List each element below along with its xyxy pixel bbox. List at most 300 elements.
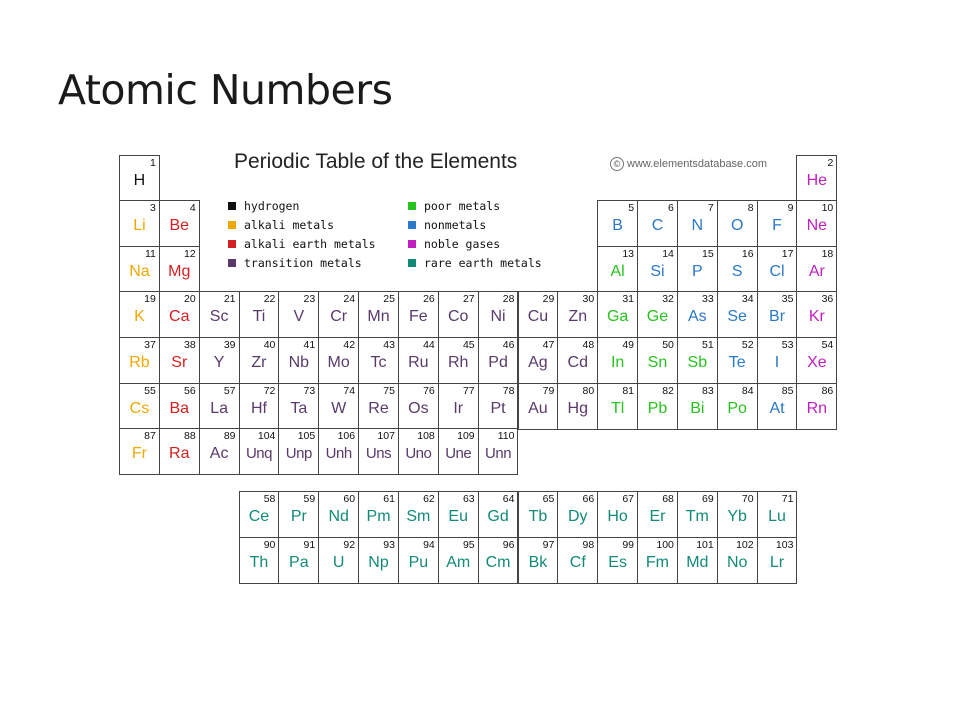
legend-swatch — [228, 240, 236, 248]
legend-item-alkali — [228, 218, 334, 232]
atomic-number: 58 — [263, 493, 276, 505]
element-cell-at — [757, 383, 798, 430]
legend-item-poor — [408, 199, 500, 213]
element-symbol: Zr — [251, 354, 267, 371]
element-symbol: Pd — [488, 354, 508, 371]
element-cell-ti — [239, 291, 280, 338]
element-symbol: Be — [169, 217, 190, 234]
element-symbol: Ni — [490, 308, 506, 325]
element-cell-hg — [557, 383, 598, 430]
element-symbol: Na — [129, 263, 150, 280]
element-cell-cf — [557, 537, 598, 584]
element-symbol: Mg — [168, 263, 191, 280]
element-cell-dy — [557, 491, 598, 538]
element-cell-bk — [518, 537, 559, 584]
atomic-number: 8 — [747, 202, 754, 214]
legend-swatch — [408, 259, 416, 267]
atomic-number: 90 — [263, 539, 276, 551]
atomic-number: 81 — [622, 385, 635, 397]
element-cell-sb — [677, 337, 718, 384]
atomic-number: 79 — [542, 385, 555, 397]
element-symbol: Ga — [606, 308, 629, 325]
element-symbol: H — [133, 172, 146, 189]
legend-item-transition — [228, 256, 362, 270]
element-symbol: Pt — [490, 400, 506, 417]
atomic-number: 27 — [462, 293, 475, 305]
atomic-number: 4 — [189, 202, 196, 214]
legend-swatch — [408, 202, 416, 210]
element-cell-kr — [796, 291, 837, 338]
element-cell-sm — [398, 491, 439, 538]
element-cell-fe — [398, 291, 439, 338]
atomic-number: 5 — [628, 202, 635, 214]
element-symbol: Lr — [769, 554, 785, 571]
element-symbol: U — [332, 554, 345, 571]
legend-label: alkali earth metals — [244, 237, 376, 251]
atomic-number: 20 — [184, 293, 196, 305]
element-symbol: Au — [528, 400, 548, 417]
atomic-number: 100 — [656, 539, 674, 551]
element-symbol: Ar — [808, 263, 825, 280]
element-cell-lu — [757, 491, 798, 538]
atomic-number: 15 — [702, 248, 714, 260]
element-symbol: O — [730, 217, 744, 234]
atomic-number: 67 — [622, 493, 635, 505]
element-symbol: Pu — [408, 554, 429, 571]
atomic-number: 107 — [377, 430, 395, 442]
element-symbol: Zn — [568, 308, 588, 325]
legend-item-alkaline_earth — [228, 237, 376, 251]
element-cell-gd — [478, 491, 519, 538]
element-symbol: La — [210, 400, 228, 417]
atomic-number: 75 — [383, 385, 395, 397]
watermark-text: www.elementsdatabase.com — [627, 158, 768, 170]
atomic-number: 61 — [383, 493, 395, 505]
element-cell-be — [159, 200, 200, 247]
atomic-number: 102 — [736, 539, 754, 551]
element-symbol: Ca — [169, 308, 190, 325]
element-symbol: Th — [249, 554, 269, 571]
atomic-number: 28 — [502, 293, 515, 305]
element-cell-no — [717, 537, 758, 584]
atomic-number: 78 — [502, 385, 515, 397]
atomic-number: 47 — [542, 339, 555, 351]
element-symbol: Am — [446, 554, 471, 571]
element-cell-uns — [358, 428, 399, 475]
element-cell-unh — [318, 428, 359, 475]
element-cell-la — [199, 383, 240, 430]
atomic-number: 42 — [343, 339, 356, 351]
atomic-number: 52 — [741, 339, 754, 351]
element-symbol: Sb — [687, 354, 708, 371]
element-symbol: Mn — [367, 308, 390, 325]
element-symbol: Sc — [209, 308, 229, 325]
element-symbol: Ce — [248, 508, 270, 525]
element-cell-p — [677, 246, 718, 293]
atomic-number: 85 — [781, 385, 794, 397]
atomic-number: 38 — [184, 339, 196, 351]
element-cell-er — [637, 491, 678, 538]
element-symbol: Cf — [569, 554, 586, 571]
atomic-number: 69 — [702, 493, 714, 505]
element-cell-sc — [199, 291, 240, 338]
legend-swatch — [228, 221, 236, 229]
element-symbol: Rn — [806, 400, 828, 417]
element-cell-pb — [637, 383, 678, 430]
element-symbol: As — [687, 308, 707, 325]
element-cell-c — [637, 200, 678, 247]
element-cell-md — [677, 537, 718, 584]
element-symbol: Pr — [290, 508, 307, 525]
element-symbol: Kr — [808, 308, 825, 325]
element-cell-ge — [637, 291, 678, 338]
element-cell-hf — [239, 383, 280, 430]
element-symbol: Cs — [129, 400, 150, 417]
element-cell-ar — [796, 246, 837, 293]
element-symbol: Cd — [567, 354, 588, 371]
element-symbol: Sm — [406, 508, 431, 525]
element-symbol: Fm — [645, 554, 670, 571]
element-cell-ag — [518, 337, 559, 384]
element-symbol: Pa — [289, 554, 309, 571]
atomic-number: 12 — [184, 248, 196, 260]
element-symbol: Li — [133, 217, 146, 234]
element-cell-in — [597, 337, 638, 384]
element-cell-ra — [159, 428, 200, 475]
element-cell-nb — [278, 337, 319, 384]
element-cell-pd — [478, 337, 519, 384]
element-cell-tm — [677, 491, 718, 538]
atomic-number: 2 — [827, 157, 834, 169]
element-symbol: N — [691, 217, 704, 234]
atomic-number: 21 — [223, 293, 236, 305]
legend-swatch — [408, 221, 416, 229]
element-cell-u — [318, 537, 359, 584]
legend-label: hydrogen — [244, 199, 300, 213]
element-symbol: Rb — [129, 354, 150, 371]
element-cell-te — [717, 337, 758, 384]
atomic-number: 56 — [184, 385, 196, 397]
element-cell-b — [597, 200, 638, 247]
element-symbol: Ra — [169, 445, 190, 462]
element-symbol: Bi — [690, 400, 705, 417]
element-symbol: Yb — [727, 508, 747, 525]
element-symbol: W — [331, 400, 347, 417]
legend-label: alkali metals — [244, 218, 335, 232]
atomic-number: 36 — [821, 293, 834, 305]
atomic-number: 50 — [662, 339, 674, 351]
element-cell-xe — [796, 337, 837, 384]
element-cell-li — [119, 200, 160, 247]
element-cell-o — [717, 200, 758, 247]
element-cell-ga — [597, 291, 638, 338]
atomic-number: 16 — [741, 248, 754, 260]
element-cell-une — [438, 428, 479, 475]
element-symbol: K — [134, 308, 145, 325]
legend-item-rare_earth — [408, 256, 542, 270]
element-symbol: Ta — [290, 400, 308, 417]
watermark — [610, 157, 767, 171]
atomic-number: 82 — [662, 385, 674, 397]
atomic-number: 63 — [462, 493, 475, 505]
element-cell-si — [637, 246, 678, 293]
element-cell-cd — [557, 337, 598, 384]
element-cell-mn — [358, 291, 399, 338]
atomic-number: 93 — [383, 539, 395, 551]
atomic-number: 26 — [423, 293, 435, 305]
element-symbol: Eu — [448, 508, 468, 525]
element-symbol: Er — [649, 508, 666, 525]
atomic-number: 25 — [383, 293, 395, 305]
element-symbol: Sn — [647, 354, 668, 371]
element-symbol: Re — [368, 400, 389, 417]
atomic-number: 108 — [417, 430, 435, 442]
atomic-number: 73 — [303, 385, 316, 397]
atomic-number: 13 — [622, 248, 635, 260]
atomic-number: 96 — [502, 539, 515, 551]
element-symbol: B — [612, 217, 623, 234]
atomic-number: 30 — [582, 293, 595, 305]
element-cell-cu — [518, 291, 559, 338]
element-symbol: Gd — [487, 508, 509, 525]
legend-swatch — [408, 240, 416, 248]
element-cell-al — [597, 246, 638, 293]
element-cell-ta — [278, 383, 319, 430]
element-cell-tl — [597, 383, 638, 430]
element-symbol: Po — [727, 400, 747, 417]
element-symbol: Xe — [807, 354, 827, 371]
element-symbol: Nb — [288, 354, 310, 371]
element-cell-sr — [159, 337, 200, 384]
element-cell-ca — [159, 291, 200, 338]
atomic-number: 95 — [462, 539, 475, 551]
element-symbol: Unn — [485, 445, 512, 462]
element-symbol: Cl — [769, 263, 785, 280]
element-symbol: Ti — [252, 308, 266, 325]
atomic-number: 31 — [622, 293, 635, 305]
atomic-number: 66 — [582, 493, 595, 505]
element-cell-zr — [239, 337, 280, 384]
atomic-number: 22 — [263, 293, 276, 305]
atomic-number: 48 — [582, 339, 595, 351]
atomic-number: 104 — [257, 430, 276, 442]
atomic-number: 44 — [423, 339, 435, 351]
element-symbol: Ho — [607, 508, 628, 525]
legend-label: poor metals — [424, 199, 501, 213]
element-cell-zn — [557, 291, 598, 338]
element-symbol: S — [731, 263, 743, 280]
element-cell-ru — [398, 337, 439, 384]
atomic-number: 87 — [144, 430, 156, 442]
element-symbol: Al — [610, 263, 625, 280]
atomic-number: 45 — [462, 339, 475, 351]
legend — [228, 199, 568, 279]
element-symbol: Si — [650, 263, 665, 280]
element-symbol: Unp — [285, 445, 312, 462]
element-cell-tb — [518, 491, 559, 538]
atomic-number: 64 — [502, 493, 515, 505]
element-symbol: Os — [408, 400, 429, 417]
element-symbol: Ir — [453, 400, 464, 417]
element-symbol: I — [774, 354, 780, 371]
legend-item-hydrogen — [228, 199, 299, 213]
atomic-number: 83 — [702, 385, 714, 397]
element-symbol: F — [772, 217, 782, 234]
element-cell-pm — [358, 491, 399, 538]
element-symbol: Hg — [567, 400, 588, 417]
element-cell-am — [438, 537, 479, 584]
atomic-number: 91 — [303, 539, 316, 551]
legend-item-nonmetal — [408, 218, 486, 232]
atomic-number: 65 — [542, 493, 555, 505]
element-symbol: Sr — [171, 354, 188, 371]
element-symbol: Une — [445, 445, 472, 462]
element-symbol: Np — [368, 554, 389, 571]
element-symbol: Fr — [131, 445, 147, 462]
element-symbol: C — [651, 217, 664, 234]
element-symbol: Tc — [370, 354, 387, 371]
atomic-number: 32 — [662, 293, 674, 305]
element-symbol: Dy — [567, 508, 588, 525]
element-cell-cm — [478, 537, 519, 584]
element-symbol: Tb — [528, 508, 548, 525]
element-symbol: Unq — [245, 445, 272, 462]
element-symbol: Pm — [366, 508, 391, 525]
element-symbol: Cm — [485, 554, 511, 571]
element-symbol: Nd — [328, 508, 349, 525]
element-symbol: Ru — [408, 354, 429, 371]
element-cell-ho — [597, 491, 638, 538]
legend-label: nonmetals — [424, 218, 487, 232]
element-symbol: Cr — [330, 308, 348, 325]
legend-label: rare earth metals — [424, 256, 542, 270]
element-cell-br — [757, 291, 798, 338]
atomic-number: 92 — [343, 539, 356, 551]
atomic-number: 29 — [542, 293, 555, 305]
element-symbol: In — [610, 354, 625, 371]
element-cell-lr — [757, 537, 798, 584]
atomic-number: 59 — [303, 493, 316, 505]
element-symbol: No — [726, 554, 748, 571]
element-symbol: Ge — [646, 308, 669, 325]
element-cell-tc — [358, 337, 399, 384]
table-title: Periodic Table of the Elements — [234, 150, 518, 173]
atomic-number: 35 — [781, 293, 794, 305]
atomic-number: 7 — [707, 202, 714, 214]
element-symbol: Hf — [250, 400, 267, 417]
legend-swatch — [228, 259, 236, 267]
element-cell-ac — [199, 428, 240, 475]
atomic-number: 33 — [702, 293, 714, 305]
atomic-number: 11 — [144, 248, 156, 260]
element-symbol: Ag — [528, 354, 548, 371]
element-cell-unq — [239, 428, 280, 475]
atomic-number: 60 — [343, 493, 356, 505]
atomic-number: 46 — [502, 339, 515, 351]
slide-title: Atomic Numbers — [58, 66, 393, 114]
element-cell-he — [796, 155, 837, 202]
atomic-number: 71 — [781, 493, 794, 505]
element-cell-cr — [318, 291, 359, 338]
element-symbol: Unh — [325, 445, 352, 462]
element-symbol: Uno — [405, 445, 432, 462]
element-cell-unp — [278, 428, 319, 475]
atomic-number: 89 — [223, 430, 236, 442]
copyright-icon: © — [610, 157, 624, 171]
atomic-number: 94 — [423, 539, 435, 551]
element-symbol: Fe — [409, 308, 428, 325]
atomic-number: 88 — [184, 430, 196, 442]
element-symbol: Lu — [768, 508, 786, 525]
element-cell-unn — [478, 428, 519, 475]
element-symbol: Co — [447, 308, 469, 325]
atomic-number: 110 — [497, 430, 515, 442]
element-cell-yb — [717, 491, 758, 538]
atomic-number: 97 — [542, 539, 555, 551]
element-cell-i — [757, 337, 798, 384]
atomic-number: 84 — [741, 385, 754, 397]
element-symbol: Ac — [209, 445, 229, 462]
element-symbol: Tl — [610, 400, 625, 417]
element-symbol: Y — [213, 354, 225, 371]
element-symbol: He — [806, 172, 828, 189]
element-cell-y — [199, 337, 240, 384]
atomic-number: 18 — [821, 248, 834, 260]
atomic-number: 1 — [150, 157, 156, 169]
atomic-number: 98 — [582, 539, 595, 551]
legend-label: transition metals — [244, 256, 362, 270]
atomic-number: 24 — [343, 293, 356, 305]
legend-item-noble — [408, 237, 500, 251]
element-cell-re — [358, 383, 399, 430]
legend-swatch — [228, 202, 236, 210]
element-symbol: Cu — [527, 308, 549, 325]
atomic-number: 99 — [622, 539, 635, 551]
element-cell-cl — [757, 246, 798, 293]
element-cell-ni — [478, 291, 519, 338]
element-cell-pu — [398, 537, 439, 584]
atomic-number: 10 — [821, 202, 834, 214]
element-cell-uno — [398, 428, 439, 475]
element-symbol: Bk — [528, 554, 548, 571]
atomic-number: 14 — [662, 248, 674, 260]
element-cell-cs — [119, 383, 160, 430]
atomic-number: 105 — [297, 430, 316, 442]
atomic-number: 101 — [696, 539, 714, 551]
element-symbol: Rh — [447, 354, 469, 371]
element-symbol: Tm — [685, 508, 709, 525]
element-cell-co — [438, 291, 479, 338]
atomic-number: 40 — [263, 339, 276, 351]
element-cell-h — [119, 155, 160, 202]
element-cell-f — [757, 200, 798, 247]
atomic-number: 37 — [144, 339, 156, 351]
atomic-number: 57 — [223, 385, 236, 397]
element-symbol: Mo — [327, 354, 350, 371]
element-symbol: At — [769, 400, 785, 417]
element-cell-fm — [637, 537, 678, 584]
atomic-number: 34 — [741, 293, 754, 305]
element-cell-se — [717, 291, 758, 338]
element-cell-ir — [438, 383, 479, 430]
element-symbol: Ne — [806, 217, 828, 234]
element-symbol: V — [293, 308, 305, 325]
atomic-number: 43 — [383, 339, 395, 351]
atomic-number: 68 — [662, 493, 674, 505]
element-cell-pr — [278, 491, 319, 538]
atomic-number: 23 — [303, 293, 316, 305]
element-cell-ce — [239, 491, 280, 538]
